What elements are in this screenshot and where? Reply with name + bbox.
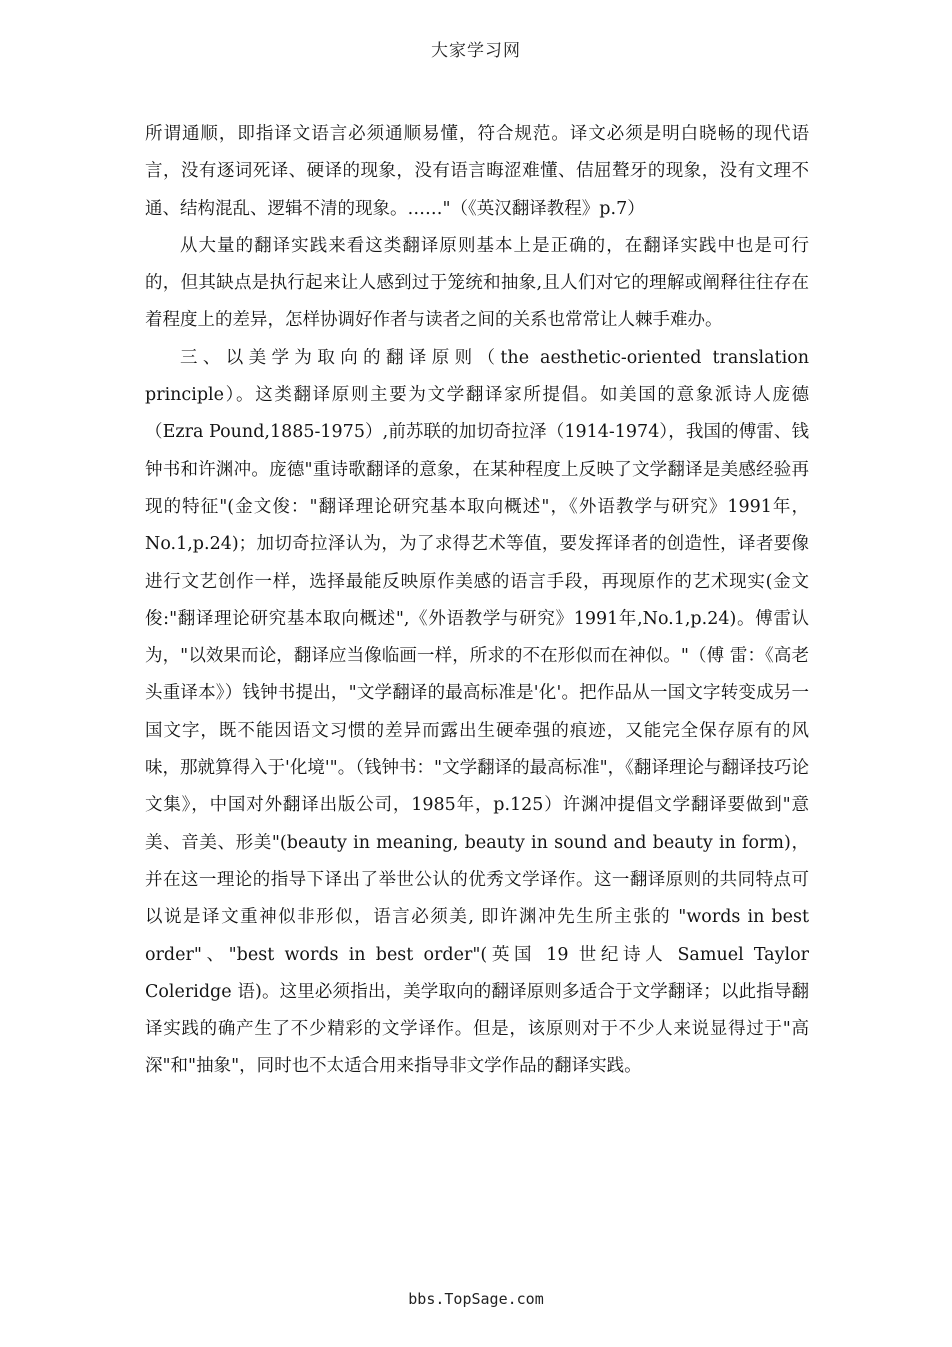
page-header: 大家学习网 <box>431 41 521 61</box>
paragraph-aesthetic-principle: 三、以美学为取向的翻译原则（the aesthetic-oriented translation principle）。这类翻译原则主要为文学翻译家所提倡。如美国的意象派诗人庞德（Ezra Pound,1885-1975）,前苏联的加切奇拉泽（1914-1974），我国的傅雷、钱钟书和许渊冲。庞德"重诗歌翻译的意象，在某种程度上反映了文学翻译是美感经验再现的特征"(金文俊："翻译理论研究基本取向概述"，《外语教学与研究》1991年，No.1,p.24)；加切奇拉泽认为，为了求得艺术等值，要发挥译者的创造性，译者要像进行文艺创作一样，选择最能反映原作美感的语言手段，再现原作的艺术现实(金文俊:"翻译理论研究基本取向概述",《外语教学与研究》1991年,No.1,p.24)。傅雷认为，"以效果而论，翻译应当像临画一样，所求的不在形似而在神似。"（傅 雷：《高老头重译本》）钱钟书提出，"文学翻译的最高标准是'化'。把作品从一国文字转变成另一国文字，既不能因语文习惯的差异而露出生硬牵强的痕迹，又能完全保存原有的风味，那就算得入于'化境'"。（钱钟书："文学翻译的最高标准"，《翻译理论与翻译技巧论文集》，中国对外翻译出版公司，1985年，p.125）许渊冲提倡文学翻译要做到"意美、音美、形美"(beauty in meaning, beauty in sound and beauty in form)，并在这一理论的指导下译出了举世公认的优秀文学译作。这一翻译原则的共同特点可以说是译文重神似非形似，语言必须美, 即许渊冲先生所主张的 "words in best order"、"best words in best order"(英国 19 世纪诗人 Samuel Taylor Coleridge 语)。这里必须指出，美学取向的翻译原则多适合于文学翻译；以此指导翻译实践的确产生了不少精彩的文学译作。但是，该原则对于不少人来说显得过于"高深"和"抽象"，同时也不太适合用来指导非文学作品的翻译实践。 <box>145 347 809 1077</box>
paragraph-quote-continuation: 所谓通顺，即指译文语言必须通顺易懂，符合规范。译文必须是明白晓畅的现代语言，没有逐词死译、硬译的现象，没有语言晦涩难懂、佶屈聱牙的现象，没有文理不通、结构混乱、逻辑不清的现象。……"（《英汉翻译教程》p.7） <box>145 124 809 219</box>
paragraph-evaluation: 从大量的翻译实践来看这类翻译原则基本上是正确的，在翻译实践中也是可行的，但其缺点是执行起来让人感到过于笼统和抽象,且人们对它的理解或阐释往往存在着程度上的差异，怎样协调好作者与读者之间的关系也常常让人棘手难办。 <box>145 235 809 331</box>
document-body <box>145 116 809 1086</box>
page-footer: bbs.TopSage.com <box>408 1290 544 1308</box>
